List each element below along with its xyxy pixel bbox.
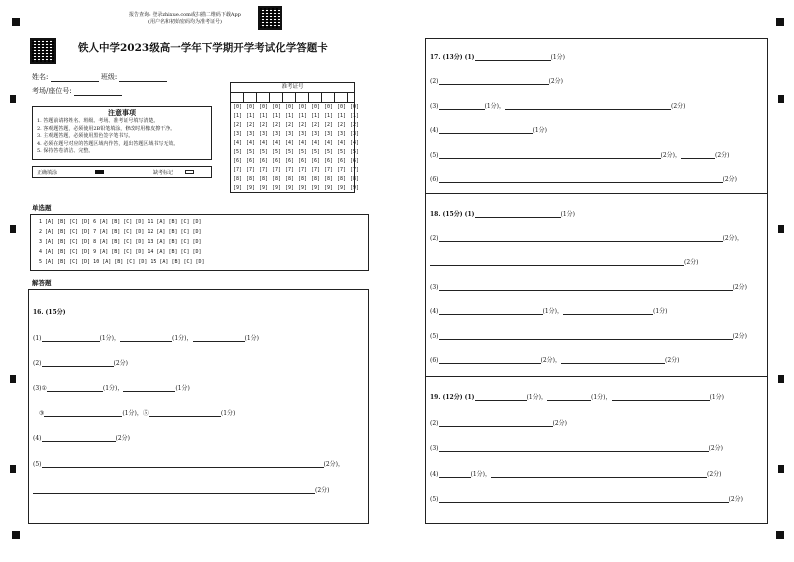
timing-mark: [778, 95, 784, 103]
page-title: 铁人中学2023级高一学年下学期开学考试化学答题卡: [78, 42, 328, 54]
exam-id-digit-bubble[interactable]: [0]: [232, 104, 243, 110]
exam-id-digit-bubble[interactable]: [1]: [271, 113, 282, 119]
exam-id-digit-bubble[interactable]: [8]: [245, 176, 256, 182]
q17-p4-blank[interactable]: [439, 126, 533, 134]
exam-id-digit-bubble[interactable]: [1]: [323, 113, 334, 119]
exam-id-digit-grid[interactable]: [231, 103, 361, 193]
q16-score: (2分): [115, 435, 130, 442]
q18-p2-label: (2): [430, 235, 439, 242]
q17-score: (1分)，: [484, 103, 505, 110]
q17-p3-label: (3): [430, 103, 439, 110]
q16-score: (2分)，: [323, 461, 344, 468]
exam-id-digit-bubble[interactable]: [3]: [310, 131, 321, 137]
q18-p2-blank2[interactable]: [430, 258, 684, 266]
q16-p4-blank[interactable]: [42, 434, 116, 442]
exam-id-digit-bubble[interactable]: [7]: [310, 167, 321, 173]
exam-id-digit-bubble[interactable]: [7]: [271, 167, 282, 173]
q18-score: (1分)，: [542, 308, 563, 315]
student-qr-code: [30, 38, 56, 64]
exam-id-digit-bubble[interactable]: [4]: [284, 140, 295, 146]
exam-id-digit-bubble[interactable]: [5]: [271, 149, 282, 155]
notes-item: 5. 保持答卷清洁、完整。: [37, 148, 94, 154]
exam-id-digit-bubble[interactable]: [6]: [336, 158, 347, 164]
q19-p3-blank[interactable]: [439, 444, 709, 452]
q16-header: 16. (15分): [33, 309, 66, 316]
q17-part6: [430, 174, 737, 183]
timing-mark: [778, 465, 784, 473]
q16-p2-label: (2): [33, 360, 42, 367]
q18-p6-blank1[interactable]: [439, 356, 541, 364]
q16-part4: [33, 433, 130, 442]
exam-id-box: [230, 82, 360, 193]
missing-mark-label: 缺考标记: [153, 170, 174, 176]
exam-id-digit-bubble[interactable]: [3]: [271, 131, 282, 137]
exam-id-digit-bubble[interactable]: [5]: [258, 149, 269, 155]
exam-id-digit-bubble[interactable]: [4]: [297, 140, 308, 146]
exam-id-digit-bubble[interactable]: [0]: [310, 104, 321, 110]
q16-p5-blank2[interactable]: [33, 486, 315, 494]
q17-part5: [430, 150, 730, 159]
exam-id-digit-bubble[interactable]: [5]: [232, 149, 243, 155]
q16-part1: [33, 333, 259, 342]
exam-id-digit-bubble[interactable]: [9]: [349, 185, 360, 191]
q16-p1-label: (1): [33, 335, 42, 342]
q19-p4-blank2[interactable]: [491, 470, 707, 478]
exam-id-digit-bubble[interactable]: [2]: [349, 122, 360, 128]
exam-id-digit-bubble[interactable]: [9]: [284, 185, 295, 191]
q19-p3-label: (3): [430, 445, 439, 452]
exam-id-digit-bubble[interactable]: [5]: [284, 149, 295, 155]
exam-id-digit-bubble[interactable]: [3]: [297, 131, 308, 137]
exam-id-digit-bubble[interactable]: [5]: [336, 149, 347, 155]
fill-example-box: [32, 166, 212, 178]
notes-list: [33, 118, 211, 156]
q18-score: (2分): [684, 259, 699, 266]
q19-score: (1分)，: [526, 394, 547, 401]
notes-item: 1. 答题前请将姓名、班级、考场、准考证号填写清楚。: [37, 118, 159, 124]
q19-p5-label: (5): [430, 496, 439, 503]
exam-id-digit-bubble[interactable]: [1]: [232, 113, 243, 119]
q17-score: (2分): [671, 103, 686, 110]
q17-score: (2分): [548, 78, 563, 85]
exam-id-digit-bubble[interactable]: [3]: [349, 131, 360, 137]
q18-score: (2分): [732, 284, 747, 291]
q16-p1-blank3[interactable]: [193, 334, 245, 342]
exam-id-digit-bubble[interactable]: [1]: [297, 113, 308, 119]
exam-id-digit-bubble[interactable]: [3]: [245, 131, 256, 137]
q16-p5-blank1[interactable]: [42, 460, 324, 468]
q18-p6-label: (6): [430, 357, 439, 364]
exam-id-digit-bubble[interactable]: [9]: [258, 185, 269, 191]
exam-id-digit-bubble[interactable]: [1]: [349, 113, 360, 119]
q19-p5-blank[interactable]: [439, 495, 729, 503]
room-row: [32, 86, 122, 96]
name-row: [32, 72, 167, 82]
q16-box: [28, 289, 369, 524]
exam-id-digit-bubble[interactable]: [6]: [245, 158, 256, 164]
q18-part4: [430, 306, 668, 315]
exam-id-digit-bubble[interactable]: [8]: [258, 176, 269, 182]
q16-score: (1分)，: [172, 335, 193, 342]
exam-id-digit-bubble[interactable]: [3]: [284, 131, 295, 137]
q19-p1-blank2[interactable]: [547, 393, 591, 401]
exam-id-digit-bubble[interactable]: [7]: [297, 167, 308, 173]
q18-p5-blank[interactable]: [439, 332, 733, 340]
exam-id-digit-bubble[interactable]: [0]: [349, 104, 360, 110]
single-choice-row[interactable]: 1 [A] [B] [C] [D] 6 [A] [B] [C] [D] 11 [A] [B] [C] [D]: [39, 219, 202, 225]
q17-p1-blank[interactable]: [475, 53, 551, 61]
q19-p2-blank[interactable]: [439, 419, 553, 427]
q19-p1-blank1[interactable]: [475, 393, 527, 401]
q18-part1: [430, 209, 575, 218]
exam-id-digit-bubble[interactable]: [7]: [323, 167, 334, 173]
exam-id-digit-bubble[interactable]: [0]: [297, 104, 308, 110]
exam-id-digit-bubble[interactable]: [8]: [271, 176, 282, 182]
q16-p3-blank1[interactable]: [47, 384, 103, 392]
exam-id-digit-bubble[interactable]: [9]: [297, 185, 308, 191]
q16-p1-blank1[interactable]: [42, 334, 100, 342]
q18-part3: [430, 282, 747, 291]
q19-part3: [430, 443, 723, 452]
q17-p2-label: (2): [430, 78, 439, 85]
exam-id-digit-bubble[interactable]: [3]: [323, 131, 334, 137]
exam-id-digit-bubble[interactable]: [1]: [284, 113, 295, 119]
q19-score: (2分): [552, 420, 567, 427]
timing-mark: [10, 465, 16, 473]
class-label: 班级:: [100, 73, 118, 81]
q16-score: (1分)，⑤: [122, 410, 149, 417]
timing-mark: [10, 95, 16, 103]
q18-p4-blank1[interactable]: [439, 307, 543, 315]
q17-p3-blank1[interactable]: [439, 102, 485, 110]
exam-id-digit-bubble[interactable]: [8]: [284, 176, 295, 182]
q18-score: (1分): [653, 308, 668, 315]
q18-p5-label: (5): [430, 333, 439, 340]
q18-score: (2分)，: [722, 235, 743, 242]
q19-part5: [430, 494, 743, 503]
q18-score: (2分): [732, 333, 747, 340]
q17-p2-blank[interactable]: [439, 77, 549, 85]
q17-p4-label: (4): [430, 127, 439, 134]
q19-header: 19. (12分) (1): [430, 394, 475, 401]
missing-mark-checkbox[interactable]: [185, 170, 194, 174]
exam-id-digit-bubble[interactable]: [4]: [336, 140, 347, 146]
q19-score: (1分)，: [470, 471, 491, 478]
exam-id-digit-bubble[interactable]: [9]: [271, 185, 282, 191]
exam-id-digit-bubble[interactable]: [2]: [271, 122, 282, 128]
q18-score: (2分)，: [540, 357, 561, 364]
exam-id-digit-bubble[interactable]: [0]: [245, 104, 256, 110]
exam-id-digit-bubble[interactable]: [3]: [336, 131, 347, 137]
single-choice-row[interactable]: 2 [A] [B] [C] [D] 7 [A] [B] [C] [D] 12 [A] [B] [C] [D]: [39, 229, 202, 235]
q17-p6-blank[interactable]: [439, 175, 723, 183]
timing-mark: [778, 225, 784, 233]
correct-fill-label: 正确填涂: [37, 170, 58, 176]
q18-p6-blank2[interactable]: [561, 356, 665, 364]
q16-p3b-blank2[interactable]: [149, 409, 221, 417]
exam-id-digit-bubble[interactable]: [2]: [258, 122, 269, 128]
exam-id-digit-bubble[interactable]: [2]: [297, 122, 308, 128]
exam-id-digit-bubble[interactable]: [6]: [284, 158, 295, 164]
section-divider: [425, 193, 768, 194]
single-choice-label: 单选题: [32, 204, 52, 212]
q17-p5-blank1[interactable]: [439, 151, 661, 159]
q17-part1: [430, 52, 565, 61]
exam-id-digit-bubble[interactable]: [2]: [232, 122, 243, 128]
q18-p3-label: (3): [430, 284, 439, 291]
q18-part2b: [430, 257, 699, 266]
exam-id-digit-bubble[interactable]: [9]: [245, 185, 256, 191]
report-notice-line1: 报告查询: 登录zhixue.com或扫描二维码下载App: [129, 12, 241, 18]
exam-id-digit-bubble[interactable]: [4]: [310, 140, 321, 146]
exam-id-digit-bubble[interactable]: [4]: [323, 140, 334, 146]
exam-id-digit-bubble[interactable]: [2]: [336, 122, 347, 128]
exam-id-digit-bubble[interactable]: [0]: [284, 104, 295, 110]
q16-part3: [33, 383, 190, 392]
class-field[interactable]: [119, 74, 167, 82]
q18-header: 18. (15分) (1): [430, 211, 475, 218]
q16-p1-blank2[interactable]: [120, 334, 172, 342]
exam-id-digit-bubble[interactable]: [5]: [245, 149, 256, 155]
q19-p4-blank1[interactable]: [439, 470, 471, 478]
exam-id-digit-bubble[interactable]: [0]: [336, 104, 347, 110]
q16-score: (1分)，: [99, 335, 120, 342]
report-notice-line2: (用户名和初始密码均为准考证号): [148, 19, 222, 25]
exam-id-digit-bubble[interactable]: [5]: [310, 149, 321, 155]
q18-p3-blank[interactable]: [439, 283, 733, 291]
exam-id-digit-bubble[interactable]: [6]: [232, 158, 243, 164]
exam-id-digit-bubble[interactable]: [7]: [284, 167, 295, 173]
single-choice-row[interactable]: 4 [A] [B] [C] [D] 9 [A] [B] [C] [D] 14 [A] [B] [C] [D]: [39, 249, 202, 255]
exam-id-digit-bubble[interactable]: [1]: [336, 113, 347, 119]
q19-score: (2分): [708, 445, 723, 452]
q18-part6: [430, 355, 680, 364]
q17-p6-label: (6): [430, 176, 439, 183]
q19-score: (1分): [709, 394, 724, 401]
q18-p1-blank[interactable]: [475, 210, 561, 218]
single-choice-row[interactable]: 3 [A] [B] [C] [D] 8 [A] [B] [C] [D] 13 [A] [B] [C] [D]: [39, 239, 202, 245]
q18-p4-label: (4): [430, 308, 439, 315]
exam-id-write-row[interactable]: [231, 93, 354, 103]
exam-id-digit-bubble[interactable]: [4]: [271, 140, 282, 146]
q16-score: (2分): [113, 360, 128, 367]
section-divider: [425, 376, 768, 377]
correct-fill-swatch: [95, 170, 104, 174]
corner-mark: [776, 531, 784, 539]
exam-id-digit-bubble[interactable]: [8]: [349, 176, 360, 182]
timing-mark: [10, 375, 16, 383]
q16-p4-label: (4): [33, 435, 42, 442]
corner-mark: [776, 18, 784, 26]
app-qr-code: [258, 6, 282, 30]
q16-score: (1分): [244, 335, 259, 342]
q17-p3-blank2[interactable]: [505, 102, 671, 110]
answer-section-label: 解答题: [32, 279, 52, 287]
q17-score: (2分): [722, 176, 737, 183]
q16-p5-label: (5): [33, 461, 42, 468]
exam-id-digit-bubble[interactable]: [3]: [232, 131, 243, 137]
exam-id-digit-bubble[interactable]: [9]: [323, 185, 334, 191]
exam-id-digit-bubble[interactable]: [2]: [245, 122, 256, 128]
q18-part2: [430, 233, 743, 242]
q16-score: (1分): [220, 410, 236, 417]
exam-id-digit-bubble[interactable]: [8]: [310, 176, 321, 182]
q18-part5: [430, 331, 747, 340]
exam-id-digit-bubble[interactable]: [5]: [297, 149, 308, 155]
q19-p4-label: (4): [430, 471, 439, 478]
corner-mark: [12, 531, 20, 539]
q18-p4-blank2[interactable]: [563, 307, 653, 315]
exam-id-digit-bubble[interactable]: [6]: [271, 158, 282, 164]
exam-id-digit-bubble[interactable]: [7]: [258, 167, 269, 173]
exam-id-digit-bubble[interactable]: [1]: [310, 113, 321, 119]
exam-id-digit-bubble[interactable]: [7]: [245, 167, 256, 173]
notes-box: [32, 106, 212, 160]
notes-item: 4. 必须在题号对应的答题区域内作答，超出答题区域书写无效。: [37, 140, 179, 147]
q16-p3b-label: ③: [39, 410, 45, 417]
q16-part5b: [33, 485, 330, 494]
q17-p5-label: (5): [430, 152, 439, 159]
exam-id-digit-bubble[interactable]: [1]: [245, 113, 256, 119]
exam-id-digit-bubble[interactable]: [0]: [271, 104, 282, 110]
q19-part2: [430, 418, 567, 427]
q16-score: (2分): [315, 487, 330, 494]
q16-part3b: [39, 408, 235, 417]
exam-id-digit-bubble[interactable]: [7]: [232, 167, 243, 173]
exam-id-digit-bubble[interactable]: [8]: [323, 176, 334, 182]
exam-id-digit-bubble[interactable]: [6]: [258, 158, 269, 164]
exam-id-digit-bubble[interactable]: [2]: [323, 122, 334, 128]
q16-score: (1分): [175, 385, 190, 392]
exam-id-digit-bubble[interactable]: [8]: [336, 176, 347, 182]
q17-header: 17. (13分) (1): [430, 54, 475, 61]
q19-p1-blank3[interactable]: [612, 393, 710, 401]
timing-mark: [778, 375, 784, 383]
q17-part2: [430, 76, 563, 85]
exam-id-digit-bubble[interactable]: [3]: [258, 131, 269, 137]
exam-id-digit-bubble[interactable]: [6]: [323, 158, 334, 164]
q16-part5: [33, 459, 344, 468]
exam-id-digit-bubble[interactable]: [9]: [232, 185, 243, 191]
q16-p3-blank2[interactable]: [123, 384, 175, 392]
corner-mark: [12, 18, 20, 26]
exam-id-digit-bubble[interactable]: [6]: [349, 158, 360, 164]
report-notice: [120, 12, 250, 26]
name-label: 姓名:: [32, 73, 49, 81]
exam-id-digit-bubble[interactable]: [0]: [323, 104, 334, 110]
exam-id-digit-bubble[interactable]: [7]: [336, 167, 347, 173]
exam-id-label: 准考证号: [231, 83, 354, 93]
q18-score: (1分): [560, 211, 575, 218]
notes-item: 3. 主观题答题，必须使用黑色签字笔书写。: [37, 133, 134, 139]
notes-title: 注意事项: [108, 108, 136, 117]
notes-item: 2. 客观题答题，必须使用2B铅笔填涂，修改时用橡皮擦干净。: [37, 125, 176, 132]
room-field[interactable]: [74, 88, 122, 96]
exam-id-digit-bubble[interactable]: [0]: [258, 104, 269, 110]
exam-id-digit-bubble[interactable]: [9]: [310, 185, 321, 191]
exam-id-digit-bubble[interactable]: [9]: [336, 185, 347, 191]
timing-mark: [10, 225, 16, 233]
exam-id-digit-bubble[interactable]: [8]: [232, 176, 243, 182]
q16-p2-blank[interactable]: [42, 359, 114, 367]
exam-id-digit-bubble[interactable]: [2]: [284, 122, 295, 128]
q17-score: (1分): [550, 54, 565, 61]
q19-part1: [430, 392, 724, 401]
single-choice-box: [30, 214, 369, 271]
exam-id-digit-bubble[interactable]: [6]: [297, 158, 308, 164]
exam-id-digit-bubble[interactable]: [4]: [245, 140, 256, 146]
exam-id-digit-bubble[interactable]: [7]: [349, 167, 360, 173]
exam-id-digit-bubble[interactable]: [5]: [323, 149, 334, 155]
name-field[interactable]: [51, 74, 99, 82]
q19-score: (2分): [728, 496, 743, 503]
exam-id-digit-bubble[interactable]: [4]: [258, 140, 269, 146]
exam-id-digit-bubble[interactable]: [2]: [310, 122, 321, 128]
exam-id-digit-bubble[interactable]: [4]: [349, 140, 360, 146]
room-label: 考场/座位号:: [32, 87, 72, 95]
q19-part4: [430, 469, 722, 478]
q17-score: (2分): [715, 152, 730, 159]
q16-p3b-blank1[interactable]: [44, 409, 122, 417]
exam-id-digit-bubble[interactable]: [6]: [310, 158, 321, 164]
q17-score: (1分): [532, 127, 547, 134]
exam-id-digit-bubble[interactable]: [4]: [232, 140, 243, 146]
q19-p2-label: (2): [430, 420, 439, 427]
q16-part2: [33, 358, 128, 367]
q17-p5-blank2[interactable]: [681, 151, 715, 159]
q17-part4: [430, 125, 547, 134]
exam-id-digit-bubble[interactable]: [8]: [297, 176, 308, 182]
single-choice-row[interactable]: 5 [A] [B] [C] [D] 10 [A] [B] [C] [D] 15 [A] [B] [C] [D]: [39, 259, 205, 265]
q18-score: (2分): [665, 357, 680, 364]
q17-score: (2分)，: [660, 152, 681, 159]
q18-p2-blank1[interactable]: [439, 234, 723, 242]
exam-id-digit-bubble[interactable]: [1]: [258, 113, 269, 119]
q19-score: (2分): [707, 471, 722, 478]
q17-part3: [430, 101, 686, 110]
exam-id-digit-bubble[interactable]: [5]: [349, 149, 360, 155]
q16-p3-label: (3)①: [33, 385, 47, 392]
q16-score: (1分)，: [102, 385, 124, 392]
q19-score: (1分)，: [591, 394, 612, 401]
